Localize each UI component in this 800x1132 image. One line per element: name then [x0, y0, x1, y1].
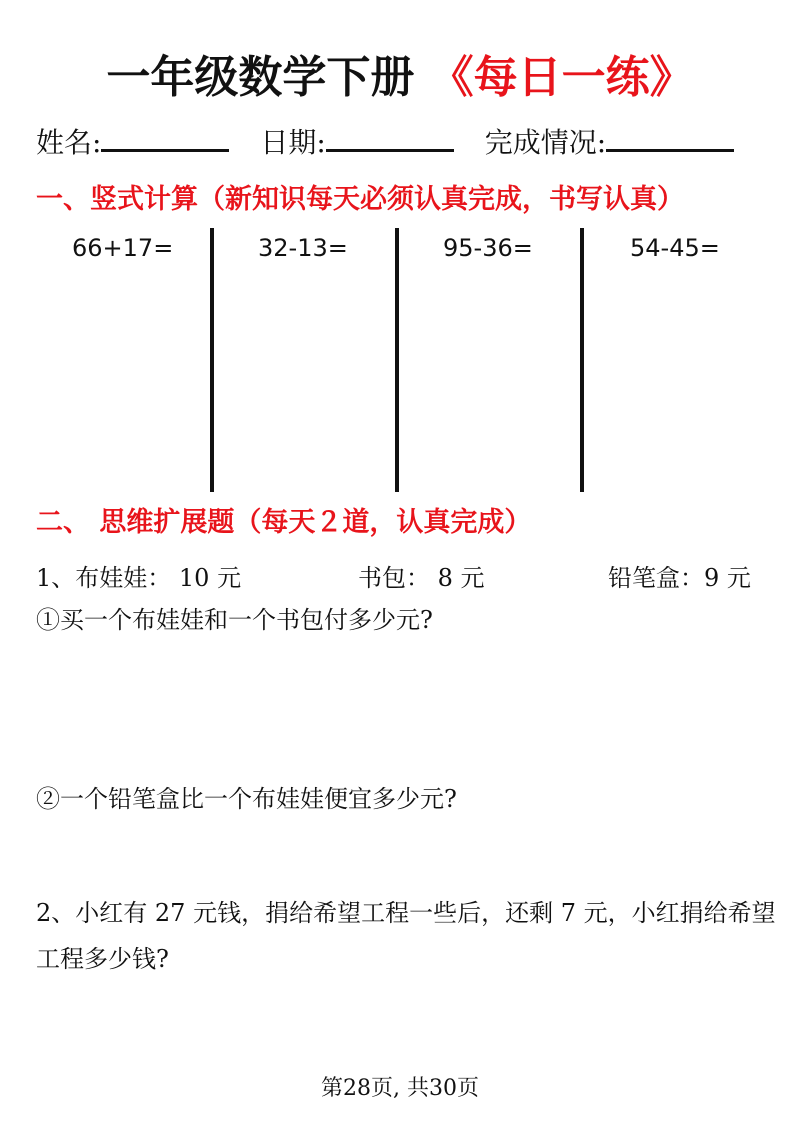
column-divider	[580, 228, 584, 492]
title-highlight: 《每日一练》	[429, 52, 694, 103]
column-divider	[395, 228, 399, 492]
date-blank[interactable]	[326, 121, 454, 152]
section1-heading: 一、竖式计算（新知识每天必须认真完成，书写认真）	[36, 184, 684, 215]
section2-heading: 二、 思维扩展题（每天２道，认真完成）	[36, 507, 532, 538]
column-divider	[210, 228, 214, 492]
status-blank[interactable]	[606, 121, 734, 152]
calc-problem: 95-36=	[443, 234, 533, 262]
question-2: ②一个铅笔盒比一个布娃娃便宜多少元?	[36, 785, 457, 813]
date-label: 日期:	[260, 126, 326, 159]
calc-problem: 54-45=	[630, 234, 720, 262]
calc-problem: 32-13=	[258, 234, 348, 262]
price-item: 书包： 8 元	[358, 564, 485, 592]
page-title	[0, 50, 800, 106]
calc-problem: 66+17=	[72, 234, 174, 262]
title-main: 一年级数学下册	[106, 52, 415, 103]
question-1: ①买一个布娃娃和一个书包付多少元?	[36, 606, 433, 634]
page-number: 第28页, 共30页	[321, 1076, 479, 1101]
name-label: 姓名:	[36, 126, 102, 159]
status-label: 完成情况:	[484, 126, 607, 159]
name-blank[interactable]	[101, 121, 229, 152]
price-item: 1、布娃娃： 10 元	[36, 564, 242, 592]
word-problem-2: 2、小红有 27 元钱，捐给希望工程一些后，还剩 7 元，小红捐给希望工程多少钱?	[36, 899, 776, 973]
info-row	[36, 121, 776, 165]
price-item: 铅笔盒：9 元	[608, 564, 751, 592]
